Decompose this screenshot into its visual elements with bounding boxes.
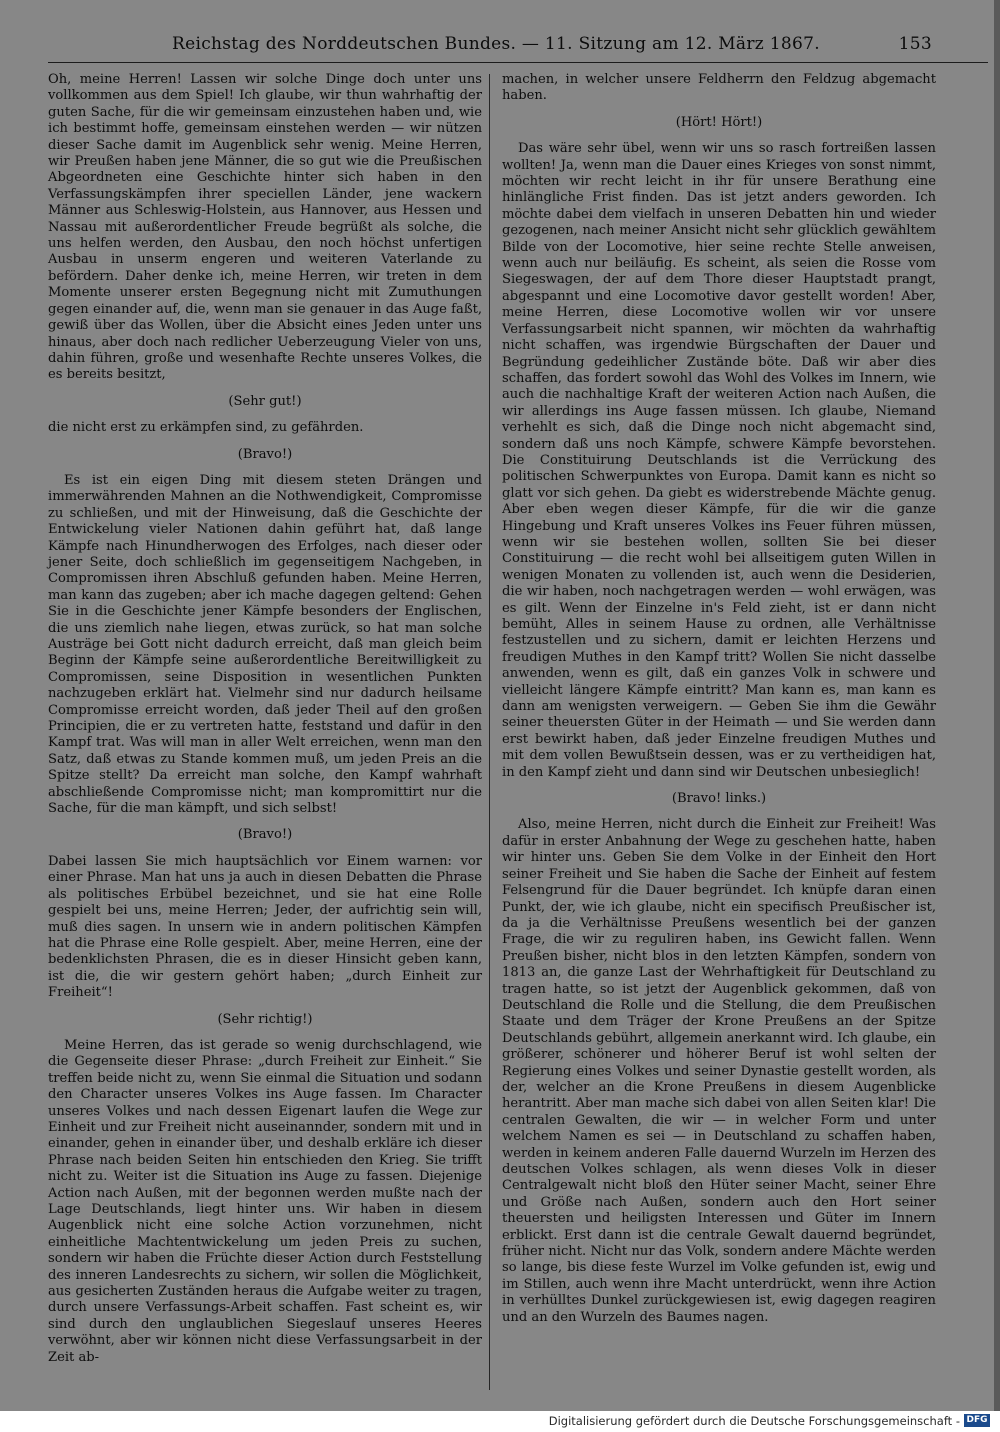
paragraph: Also, meine Herren, nicht durch die Einheit zur Freiheit! Was dafür in erster Anbahnung der Wege zu geschehen hatte, haben wir hinter uns. Geben Sie dem Volke in der Einheit den Hort seiner Freiheit und Sie haben die Sache der Einheit auf festem Felsengrund für die Dauer begründet. Ich knüpfe daran einen Punkt, der, wie ich glaube, nicht ein specifisch Preußischer ist, da ja die Verhältnisse Preußens wesentlich bei der ganzen Frage, die wir zu reguliren haben, ins Gewicht fallen. Wenn Preußen bisher, nicht blos in den letzten Kämpfen, sondern von 1813 an, die ganze Last der Wehrhaftigkeit für Deutschland zu tragen hatte, so ist jetzt der Augenblick gekommen, daß von Deutschland die Rolle und die Stellung, die dem Preußischen Staate und dem Träger der Krone Preußens an der Spitze Deutschlands gebührt, allgemein anerkannt wird. Ich glaube, ein größerer, schönerer und höherer Beruf ist wohl selten der Regierung eines Volkes und seiner Dynastie gestellt worden, als der, welcher an die Krone Preußens in diesem Augenblicke herantritt. Aber man mache sich dabei von allen Seiten klar! Die centralen Gewalten, die wir — in welcher Form und unter welchem Namen es sei — in Deutschland zu schaffen haben, werden in keinem anderen Falle dauernd Wurzeln im Herzen des deutschen Volkes schlagen, als wenn dieses Volk in dieser Centralgewalt nicht bloß den Hüter seiner Macht, seiner Ehre und Größe nach Außen, sondern auch den Hort seiner theuersten und heiligsten Interessen und Güter im Innern erblickt. Erst dann ist die centrale Gewalt dauernd begründet, früher nicht. Nicht nur das Volk, sondern andere Mächte werden so lange, bis diese feste Wurzel im Volke gefunden ist, ewig und im Stillen, auch wenn ihre Macht unterdrückt, wenn ihre Action in verhülltes Dunkel zurückgewiesen ist, ewig dagegen reagiren und an den Wurzeln des Baumes nagen. [502, 817, 936, 1325]
footer-bar [0, 1411, 1000, 1432]
interjection: (Bravo! links.) [671, 791, 767, 807]
page-header [172, 34, 932, 58]
interjection: (Sehr gut!) [228, 393, 302, 409]
page-number: 153 [898, 34, 932, 54]
paragraph: Es ist ein eigen Ding mit diesem steten Drängen und immerwährenden Mahnen an die Nothwendigkeit, Compromisse zu schließen, und mit der Hinweisung, daß die Geschichte der Entwickelung vieler Nationen dahin geführt hat, daß lange Kämpfe nach Hinundherwogen des Erfolges, nach dieser oder jener Seite, doch schließlich im gegenseitigem Nachgeben, in Compromissen ihren Abschluß gefunden haben. Meine Herren, man kann das zugeben; aber ich mache dagegen geltend: Gehen Sie in die Geschichte jener Kämpfe besonders der Englischen, die uns ziemlich nahe liegen, etwas zurück, so hat man solche Austräge bei Gott nicht dadurch erreicht, daß man gleich beim Beginn der Kämpfe seine außerordentliche Bereitwilligkeit zu Compromissen, seine Disposition in wesentlichen Punkten nachzugeben erklärt hat. Vielmehr sind nur dadurch heilsame Compromisse erreicht worden, daß jeder Theil auf den großen Principien, die er zu vertreten hatte, feststand und dafür in den Kampf trat. Was will man in aller Welt erreichen, wenn man den Satz, daß etwas zu Stande kommen muß, um jeden Preis an die Spitze stellt? Da erreicht man solche, den Kampf wahrhaft abschließende Compromisse nicht; man kompromittirt nur die Sache, für die man kämpft, und sich selbst! [48, 472, 482, 817]
paragraph: Das wäre sehr übel, wenn wir uns so rasch fortreißen lassen wollten! Ja, wenn man die Dauer eines Krieges von sonst nimmt, möchten wir recht leicht in ihr für unsere Berathung eine hinlängliche Frist finden. Das ist jetzt anders geworden. Ich möchte dabei dem vielfach in unseren Debatten hin und wieder gezogenen, nach meiner Ansicht nicht sehr glücklich gewähltem Bilde von der Locomotive, hier seine rechte Stelle anweisen, wenn auch nur beiläufig. Es scheint, als seien die Rosse vom Siegeswagen, der auf dem Thore dieser Hauptstadt prangt, abgespannt und eine Locomotive davor gestellt worden! Aber, meine Herren, diese Locomotive wollen wir vor unsere Verfassungsarbeit nicht spannen, wir möchten da wahrhaftig nicht schaffen, was irgendwie Bürgschaften der Dauer und Begründung gedeihlicher Zustände böte. Daß wir aber dies schaffen, das fordert sowohl das Wohl des Volkes im Innern, wie auch die nachhaltige Kraft der weiteren Action nach Außen, die wir allerdings ins Auge fassen müssen. Ich glaube, Niemand verhehlt es sich, daß die Dinge noch nicht abgemacht sind, sondern daß uns noch Kämpfe, schwere Kämpfe bevorstehen. Die Constituirung Deutschlands ist die Verrückung des politischen Schwerpunktes von Europa. Damit kann es nicht so glatt vor sich gehen. Da giebt es widerstrebende Mächte genug. Aber eben wegen dieser Kämpfe, für die wir die ganze Hingebung und Kraft unseres Volkes ins Feuer führen müssen, wenn wir sie bestehen wollen, sollten Sie bei dieser Constituirung — die recht wohl bei allseitigem guten Willen in wenigen Monaten zu vollenden ist, auch wenn die Desiderien, die wir haben, noch nachgetragen werden — wohl erwägen, was es gilt. Wenn der Einzelne in's Feld zieht, ist er dann nicht bemüht, Alles in seinem Hause zu ordnen, alle Verhältnisse festzustellen und zu sichern, damit er leichten Herzens und freudigen Muthes in den Kampf tritt? Wollen Sie nicht dasselbe anwenden, wenn es gilt, daß ein ganzes Volk in schwere und vielleicht längere Kämpfe eintritt? Man kann es, man kann es dann am wenigsten verweigern. — Geben Sie ihm die Gewähr seiner theuersten Güter in der Heimath — und Sie werden dann erst bewirkt haben, daß jeder Einzelne freudigen Muthes und mit dem vollen Bewußtsein dessen, was er zu vertheidigen hat, in den Kampf zieht und dann sind wir Deutschen unbesieglich! [502, 141, 936, 780]
interjection: (Hört! Hört!) [675, 114, 763, 130]
footer-credit: Digitalisierung gefördert durch die Deutsche Forschungsgemeinschaft - [548, 1414, 960, 1428]
paragraph: die nicht erst zu erkämpfen sind, zu gefährden. [48, 420, 364, 436]
left-column [48, 72, 482, 1366]
paragraph: Oh, meine Herren! Lassen wir solche Dinge doch unter uns vollkommen aus dem Spiel! Ich glaube, wir thun wahrhaftig der guten Sache, für die wir gemeinsam einzustehen haben und, wie ich bestimmt hoffe, gemeinsam einstehen werden — wir nützen dieser Sache damit im Augenblick sehr wenig. Meine Herren, wir Preußen haben jene Männer, die so gut wie die Preußischen Abgeordneten eine Geschichte hinter sich haben in den Verfassungskämpfen ihrer speciellen Länder, jene wackern Männer aus Schleswig-Holstein, aus Hannover, aus Hessen und Nassau mit außerordentlicher Freude begrüßt als solche, die uns helfen werden, den Ausbau, den noch höchst unfertigen Ausbau in unserm engeren und weiteren Vaterlande zu befördern. Daher denke ich, meine Herren, wir treten in dem Momente unserer ersten Begegnung nicht mit Zumuthungen gegen einander auf, die, wenn man sie genauer in das Auge faßt, gewiß über das Wollen, über die Absicht eines Jeden unter uns hinaus, aber doch nach redlicher Ueberzeugung Vieler von uns, dahin führen, große und wesenhafte Rechte unseres Volkes, die es bereits besitzt, [48, 72, 482, 383]
paragraph: Meine Herren, das ist gerade so wenig durchschlagend, wie die Gegenseite dieser Phrase: „durch Freiheit zur Einheit.“ Sie treffen beide nicht zu, wenn Sie einmal die Situation und sodann den Character unseres Volkes ins Auge fassen. Im Character unseres Volkes und nach dessen Eigenart laufen die Wege zur Einheit und zur Freiheit nicht auseinannder, sondern mit und in einander, gehen in einander über, und deshalb erkläre ich dieser Phrase nach beiden Seiten hin entschieden den Krieg. Sie trifft nicht zu. Weiter ist die Situation ins Auge zu fassen. Diejenige Action nach Außen, mit der begonnen werden mußte nach der Lage Deutschlands, liegt hinter uns. Wir haben in diesem Augenblick nicht eine solche Action vorzunehmen, nicht einheitliche Machtentwickelung um jeden Preis zu suchen, sondern wir haben die Früchte dieser Action durch Feststellung des inneren Landesrechts zu sichern, wir sollen die Möglichkeit, aus gesicherten Zuständen heraus die Aufgabe weiter zu tragen, durch unsere Verfassungs-Arbeit schaffen. Fast scheint es, wir sind durch den unglaublichen Siegeslauf unseres Heeres verwöhnt, aber wir können nicht diese Verfassungsarbeit in der Zeit ab- [48, 1037, 482, 1365]
paragraph: machen, in welcher unsere Feldherrn den Feldzug abgemacht haben. [502, 72, 936, 104]
dfg-logo: DFG [964, 1414, 990, 1427]
interjection: (Sehr richtig!) [217, 1011, 313, 1027]
right-column [502, 72, 936, 1326]
column-divider [489, 74, 490, 1390]
header-rule [48, 62, 988, 63]
paragraph: Dabei lassen Sie mich hauptsächlich vor Einem warnen: vor einer Phrase. Man hat uns ja auch in diesen Debatten die Phrase als politisches Erbübel bezeichnet, und sie hat eine Rolle gespielt bei uns, meine Herren; Jeder, der aufrichtig sein will, muß dies sagen. In unsern wie in andern politischen Kämpfen hat die Phrase eine Rolle gespielt. Aber, meine Herren, eine der bedenklichsten Phrasen, die es in dieser Hinsicht geben kann, ist die, die wir gestern gehört haben; „durch Einheit zur Freiheit“! [48, 853, 482, 1001]
interjection: (Bravo!) [237, 827, 293, 843]
interjection: (Bravo!) [237, 446, 293, 462]
header-title: Reichstag des Norddeutschen Bundes. — 11. Sitzung am 12. März 1867. [172, 34, 820, 54]
